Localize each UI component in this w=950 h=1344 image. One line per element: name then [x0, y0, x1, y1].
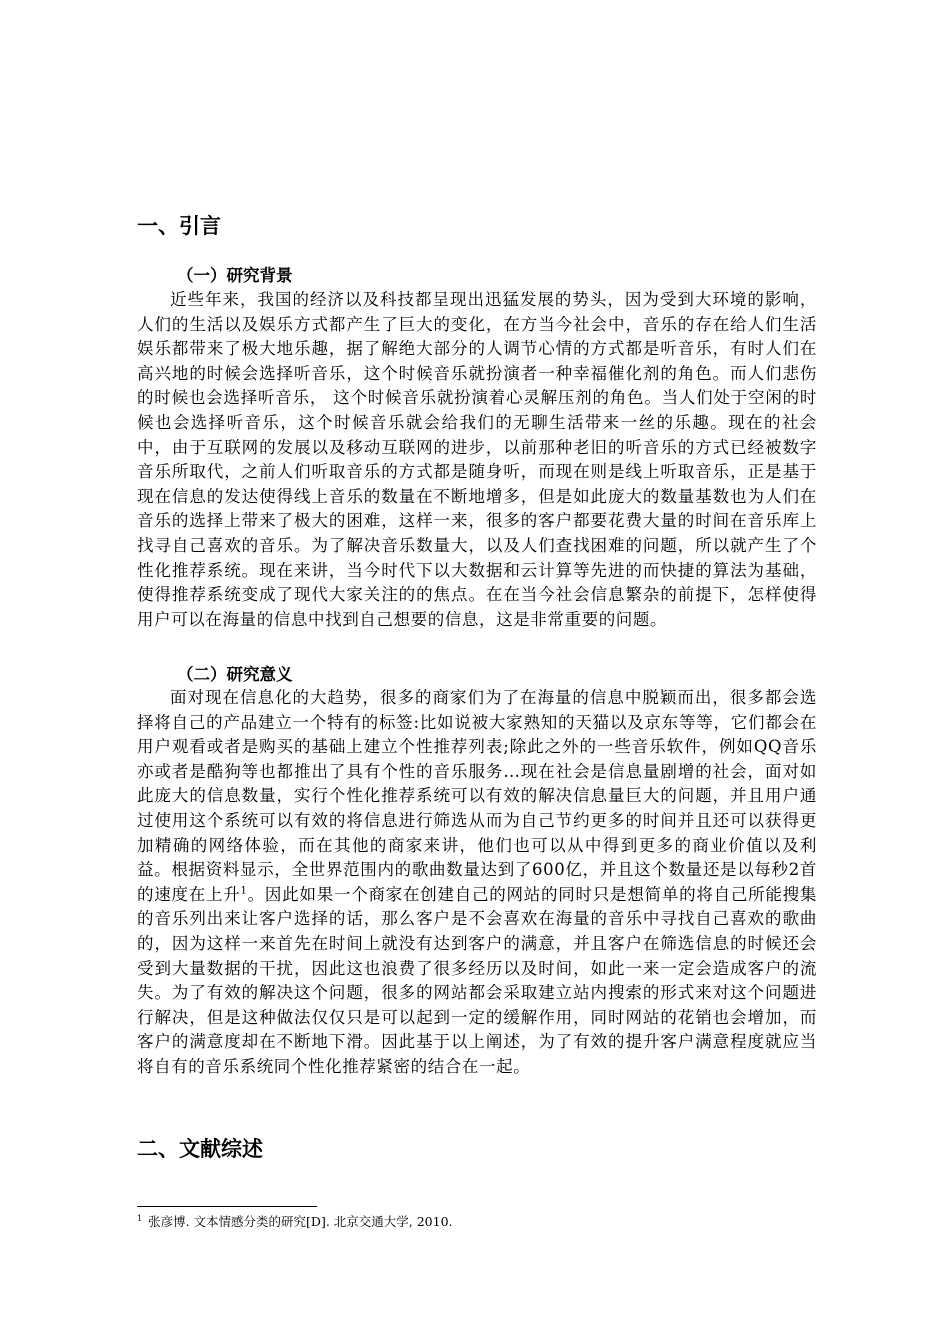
footnote-text: 张彦博. 文本情感分类的研究[D]. 北京交通大学, 2010.: [148, 1214, 453, 1230]
paragraph-research-significance: [137, 686, 817, 1080]
section-heading-literature-review: 二、文献综述: [137, 1137, 263, 1161]
footnote-reference[interactable]: 1: [240, 885, 248, 897]
paragraph-research-background: 近些年来，我国的经济以及科技都呈现出迅猛发展的势头，因为受到大环境的影响，人们的生活以及娱乐方式都产生了巨大的变化，在方当今社会中，音乐的存在给人们生活娱乐都带来了极大地乐趣，据了解绝大部分的人调节心情的方式都是听音乐，有时人们在高兴地的时候会选择听音乐，这个时候音乐就扮演者一种幸福催化剂的角色。而人们悲伤的时候也会选择听音乐， 这个时候音乐就扮演着心灵解压剂的角色。当人们处于空闲的时候也会选择听音乐，这个时候音乐就会给我们的无聊生活带来一丝的乐趣。现在的社会中，由于互联网的发展以及移动互联网的进步，以前那种老旧的听音乐的方式已经被数字音乐所取代，之前人们听取音乐的方式都是随身听，而现在则是线上听取音乐，正是基于现在信息的发达使得线上音乐的数量在不断地增多，但是如此庞大的数量基数也为人们在音乐的选择上带来了极大的困难，这样一来，很多的客户都要花费大量的时间在音乐库上找寻自己喜欢的音乐。为了解决音乐数量大，以及人们查找困难的问题，所以就产生了个性化推荐系统。现在来讲，当今时代下以大数据和云计算等先进的而快捷的算法为基础，使得推荐系统变成了现代大家关注的的焦点。在在当今社会信息繁杂的前提下，怎样使得用户可以在海量的信息中找到自己想要的信息，这是非常重要的问题。: [137, 290, 817, 629]
paragraph-text-part-2: 。因此如果一个商家在创建自己的网站的同时只是想简单的将自己所能搜集的音乐列出来让客户选择的话，那么客户是不会喜欢在海量的音乐中寻找自己喜欢的歌曲的，因为这样一来首先在时间上就没有达到客户的满意，并且客户在筛选信息的时候还会受到大量数据的干扰，因此这也浪费了很多经历以及时间，如此一来一定会造成客户的流失。为了有效的解决这个问题，很多的网站都会采取建立站内搜索的形式来对这个问题进行解决，但是这种做法仅仅只是可以起到一定的缓解作用，同时网站的花销也会增加，而客户的满意度却在不断地下滑。因此基于以上阐述，为了有效的提升客户满意程度就应当将自有的音乐系统同个性化推荐紧密的结合在一起。: [137, 884, 817, 1076]
footnote: [137, 1209, 453, 1232]
subsection-heading-research-background: （一）研究背景: [177, 266, 293, 285]
paragraph-text-part-1: 面对现在信息化的大趋势，很多的商家们为了在海量的信息中脱颖而出，很多都会选择将自己的产品建立一个特有的标签:比如说被大家熟知的天猫以及京东等等，它们都会在用户观看或者是购买的基础上建立个性推荐列表;除此之外的一些音乐软件，例如QQ音乐亦或者是酷狗等也都推出了具有个性的音乐服务…现在社会是信息量剧增的社会，面对如此庞大的信息数量，实行个性化推荐系统可以有效的解决信息量巨大的问题，并且用户通过使用这个系统可以有效的将信息进行筛选从而为自己节约更多的时间并且还可以获得更加精确的网络体验，而在其他的商家来讲，他们也可以从中得到更多的商业价值以及利益。根据资料显示，全世界范围内的歌曲数量达到了600亿，并且这个数量还是以每秒2首的速度在上升: [137, 688, 817, 904]
footnote-separator: [137, 1206, 317, 1207]
section-heading-introduction: 一、引言: [137, 214, 221, 238]
subsection-heading-research-significance: （二）研究意义: [177, 665, 293, 684]
footnote-mark: 1: [137, 1214, 143, 1223]
